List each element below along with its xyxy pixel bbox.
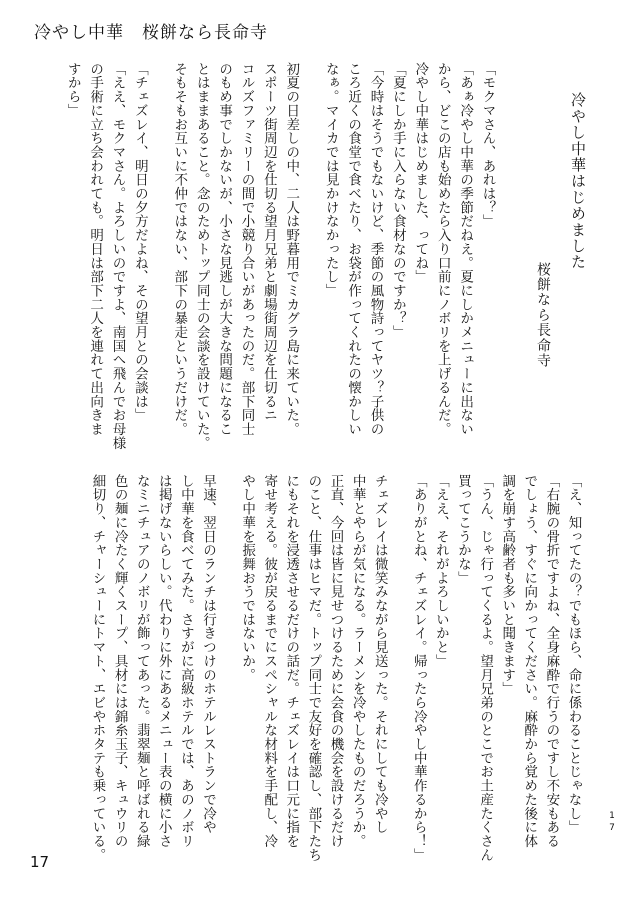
story-title: 冷やし中華はじめました [569,92,587,271]
text-column: 初夏の日差しの中、二人は野暮用でミカグラ島に来ていた。 [283,62,300,436]
text-column: は掲げないらしい。代わりに外にあるメニュー表の横に小さ [155,474,172,848]
text-column: し中華を食べてみた。さすがに高級ホテルでは、あのノボリ [177,474,194,848]
text-column: にもそれを浸透させるだけの話だ。チェズレイは口元に指を [283,474,300,848]
text-column: 「モクマさん、あれは？」 [479,62,496,229]
text-column: 正直、今回は皆に見せつけるために会食の機会を設けるだけ [327,474,344,848]
text-column: 早速、翌日のランチは行きつけのホテルレストランで冷や [200,474,216,835]
text-column: チェズレイは微笑みながら見送った。それにしても冷やし [371,474,388,835]
story-subtitle: 桜餅なら長命寺 [535,262,551,369]
text-column: すから」 [64,62,81,118]
text-column: 買ってこうかな」 [455,474,471,585]
text-column: のこと、仕事はヒマだ。トップ同士で友好を確認し、部下たち [305,474,322,862]
text-column: ころ近くの食堂で食べたり、お袋が作ってくれたの懐かしい [345,62,362,436]
text-column: 「右腕の骨折ですよね、全身麻酔で行うのですし不安もある [543,474,560,848]
side-page-number: 17 [607,811,617,835]
text-column: の手術に立ち会われても。明日は部下二人を連れて出向きま [87,62,104,436]
text-column: 「あぁ冷やし中華の季節だねえ。夏にしかメニューに出ない [457,62,474,436]
text-column: 調を崩す高齢者も多いと聞きます」 [499,474,516,696]
text-column: 細切り、チャーシューにトマト、エビやホタテも乗っている。 [89,474,106,862]
running-header: 冷やし中華 桜餅なら長命寺 [34,23,268,43]
text-column: スポーツ街周辺を仕切る望月兄弟と劇場街周辺を仕切るニ [260,62,277,423]
text-column: のもめ事でしかないが、小さな見逃しが大きな問題になるこ [216,62,233,436]
text-column: 「夏にしか手に入らない食材なのですか？」 [389,62,406,339]
text-column: 寄せ考える。彼が戻るまでにスペシャルな材料を手配し、冷 [261,474,278,848]
text-column: から、どこの店も始めたら入り口前にノボリを上げるんだ。 [434,62,451,436]
text-column: 中華とやらが気になる。ラーメンを冷やしたものだろうか。 [349,474,366,848]
text-column: 「ええ、モクマさん。よろしいのですよ、南国へ飛んでお母様 [109,62,126,450]
text-column: そもそもお互いに不仲ではない、部下の暴走というだけだ。 [171,62,188,436]
text-column: なミニチュアのノボリが飾ってあった。翡翠麺と呼ばれる緑 [133,474,150,848]
text-column: 「ええ、それがよろしいかと」 [432,474,449,668]
text-column: 「チェズレイ、明日の夕方だよね、その望月との会談は」 [131,62,148,423]
text-column: 「え、知ってたの？でもほら、命に係わることじゃなし」 [565,474,582,835]
text-column: 「ありがとね、チェズレイ。帰ったら冷やし中華作るから！」 [410,474,427,862]
text-column: 「今時はそうでもないけど、季節の風物詩ってヤツ？子供の [367,62,384,436]
text-column: とはままあること。念のためトップ同士の会談を設けていた。 [193,62,210,450]
text-column: 「うん、じゃ行ってくるよ。望月兄弟のとこでお土産たくさん [477,474,494,862]
text-column: でしょう、すぐに向かってください。麻酔から覚めた後に体 [521,474,538,848]
text-column: 色の麺に冷たく輝くスープ、具材には錦糸玉子、キュウリの [111,474,128,848]
text-column: なぁ。マイカでは見かけなかったし」 [322,62,339,298]
page-number: 17 [30,853,50,871]
text-column: コルズファミリーの間で小競り合いがあったのだ。部下同士 [238,62,255,436]
text-column: 冷やし中華はじめました、ってね」 [412,62,429,284]
text-column: やし中華を振舞おうではないか。 [239,474,256,682]
